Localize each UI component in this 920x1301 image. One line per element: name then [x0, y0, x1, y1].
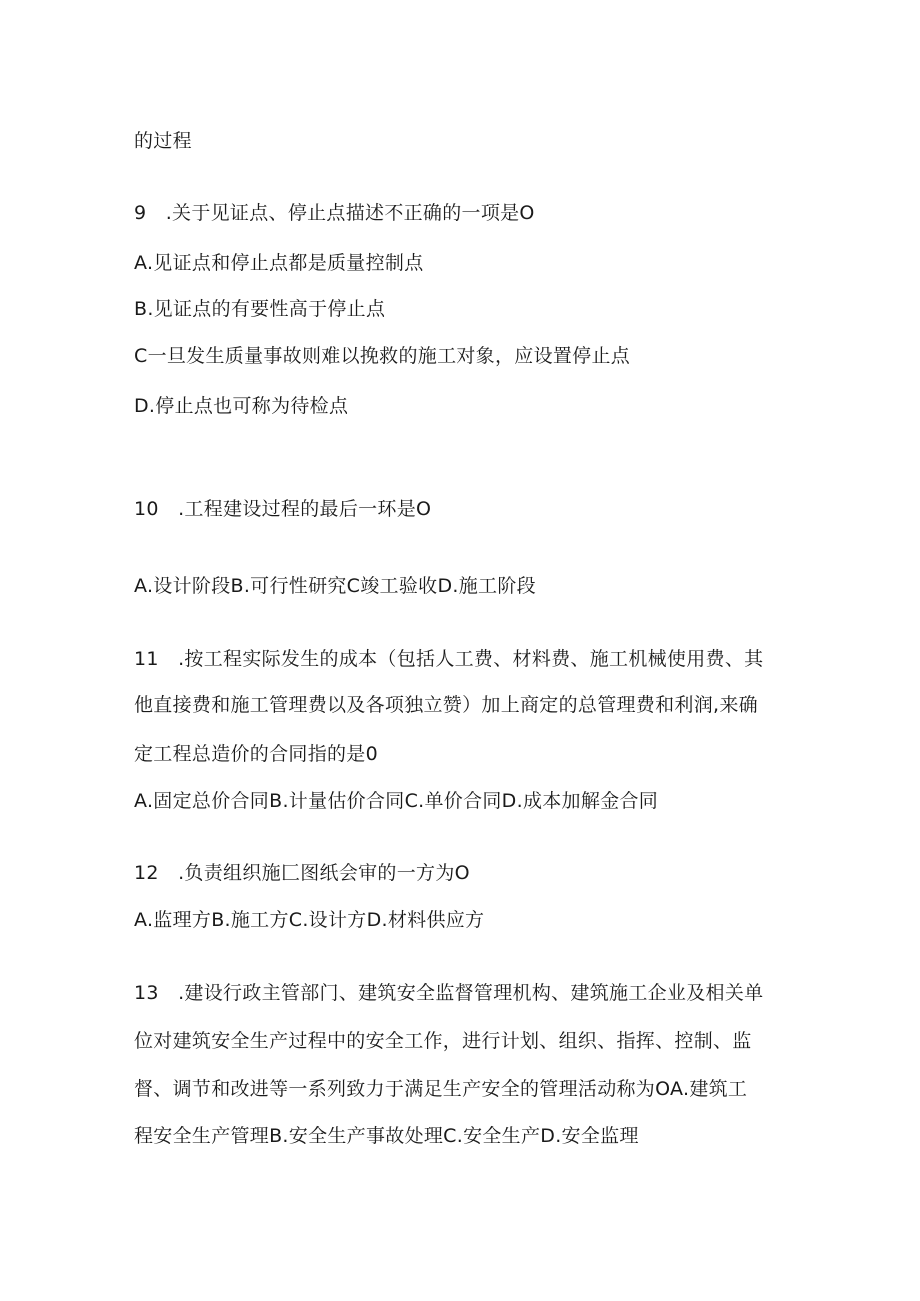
- question-9-option-d: D.停止点也可称为待检点: [134, 395, 349, 417]
- text-line-continuation: 的过程: [134, 130, 192, 152]
- question-9-stem: 9 .关于见证点、停止点描述不正确的一项是O: [134, 202, 535, 224]
- question-11-stem-line-2: 他直接费和施工管理费以及各项独立赞）加上商定的总管理费和利润,来确: [134, 694, 758, 716]
- question-13-stem-line-2: 位对建筑安全生产过程中的安全工作，进行计划、组织、指挥、控制、监: [134, 1030, 752, 1052]
- question-12-stem: 12 .负责组织施匚图纸会审的一方为O: [134, 862, 470, 884]
- question-9-option-c: C一旦发生质量事故则难以挽救的施工对象，应设置停止点: [134, 345, 631, 367]
- question-13-stem-line-3: 督、调节和改进等一系列致力于满足生产安全的管理活动称为OA.建筑工: [134, 1078, 748, 1100]
- question-10-stem: 10 .工程建设过程的最后一环是O: [134, 498, 432, 520]
- question-9-option-b: B.见证点的有要性高于停止点: [134, 298, 386, 320]
- question-10-options: A.设计阶段B.可行性研究C竣工验收D.施工阶段: [134, 575, 536, 597]
- question-13-stem-line-1: 13 .建设行政主管部门、建筑安全监督管理机构、建筑施工企业及相关单: [134, 982, 764, 1004]
- question-9-option-a: A.见证点和停止点都是质量控制点: [134, 252, 424, 274]
- question-13-stem-line-4: 程安全生产管理B.安全生产事故处理C.安全生产D.安全监理: [134, 1125, 639, 1147]
- question-11-stem-line-3: 定工程总造价的合同指的是0: [134, 743, 378, 765]
- question-12-options: A.监理方B.施工方C.设计方D.材料供应方: [134, 909, 485, 931]
- question-11-stem-line-1: 11 .按工程实际发生的成本（包括人工费、材料费、施工机械使用费、其: [134, 648, 764, 670]
- question-11-options: A.固定总价合同B.计量估价合同C.单价合同D.成本加解金合同: [134, 790, 659, 812]
